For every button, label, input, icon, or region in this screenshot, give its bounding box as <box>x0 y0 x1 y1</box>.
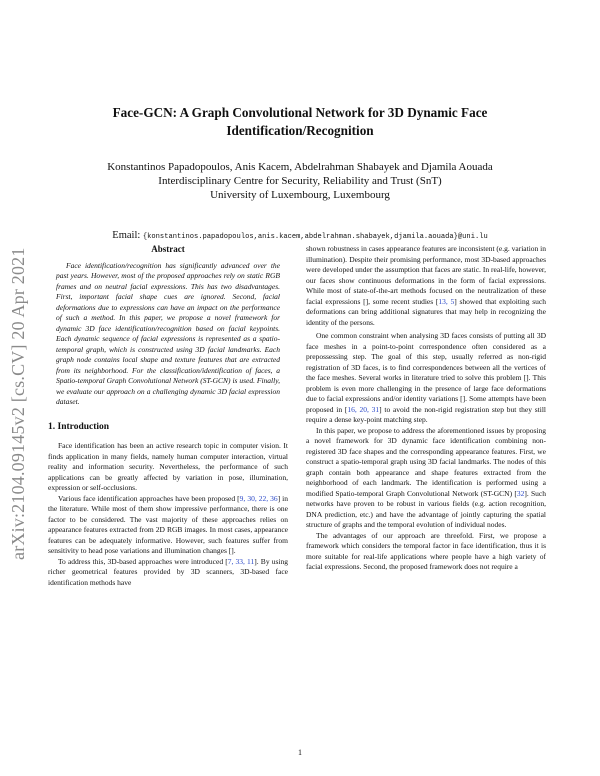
right-column <box>306 244 546 573</box>
email-addresses[interactable]: {konstantinos.papadopoulos,anis.kacem,abdelrahman.shabayek,djamila.aouada}@uni.lu <box>142 233 488 241</box>
email-line <box>60 230 540 241</box>
email-label: Email: <box>112 230 141 241</box>
author-block <box>60 160 540 202</box>
title-line-2: Identification/Recognition <box>226 123 374 138</box>
author-names: Konstantinos Papadopoulos, Anis Kacem, Abdelrahman Shabayek and Djamila Aouada <box>107 161 493 173</box>
right-paragraph-2 <box>306 331 546 426</box>
citation-link[interactable]: 7, 33, 11 <box>227 556 255 566</box>
title-line-1: Face-GCN: A Graph Convolutional Network for 3D Dynamic Face <box>112 105 488 120</box>
intro-paragraph-3 <box>48 557 288 589</box>
citation-link[interactable]: 13, 5 <box>438 296 455 306</box>
right-p2-text-b: ] to avoid the non-rigid registration step but they still require a dense key-point matching step. <box>306 404 547 424</box>
intro-paragraph-2 <box>48 494 288 557</box>
left-column <box>48 242 288 588</box>
abstract-text: Face identification/recognition has significantly advanced over the past years. However, most of the proposed approaches rely on static RGB frames and on neutral facial expressions. This has two disadvantages. First, important facial shape cues are ignored. Second, facial deformations due to expressions can have an impact on the performance of such a method. In this paper, we propose a novel framework for dynamic 3D face identification/recognition based on facial keypoints. Each dynamic sequence of facial expressions is represented as a spatio-temporal graph, which is constructed using 3D facial landmarks. Each graph node contains local shape and texture features that are extracted from its neighborhood. For the classification/identification of faces, a Spatio-temporal Graph Convolutional Network (ST-GCN) is used. Finally, we evaluate our approach on a challenging dynamic 3D facial expression dataset. <box>56 260 280 406</box>
right-p3-text-b: ]. Such networks have proven to be robust in various fields (e.g. action recognition, DNA prediction, etc.) and have the advantage of jointly capturing the spatial structure of graphs and the temporal evolution of individual nodes. <box>306 488 546 529</box>
right-p1-text-b: ] showed that exploiting such deformations can bring additional signatures that may help in recognizing the identity of the persons. <box>306 296 546 327</box>
citation-link[interactable]: 16, 20, 31 <box>347 404 380 414</box>
arxiv-identifier[interactable]: arXiv:2104.09145v2 [cs.CV] 20 Apr 2021 <box>8 247 28 560</box>
affiliation-institute: Interdisciplinary Centre for Security, Reliability and Trust (SnT) <box>158 175 442 187</box>
intro-p2-text-b: ] in the literature. While most of them show impressive performance, there is one factor to be considered. The vast majority of these approaches relies on appearance features extracted from 2D RGB images. In most cases, appearance features can be adequately informative. However, such features suffer from sensitivity to head pose variations and illumination changes []. <box>48 493 288 555</box>
affiliation-university: University of Luxembourg, Luxembourg <box>210 189 390 201</box>
intro-p3-text-a: To address this, 3D-based approaches were introduced [ <box>58 556 228 566</box>
right-paragraph-3 <box>306 426 546 531</box>
right-p1-text-a: shown robustness in cases appearance features are inconsistent (e.g. variation in illumination). Despite their promising performance, most 3D-based approaches were developed under the assumption that faces are static. In real-life, however, our faces show continuous deformations in the form of facial expressions. While most of state-of-the-art methods focused on the neutralization of these facial expressions [], some recent studies [ <box>306 244 546 306</box>
intro-p3-text-b: ]. By using richer geometrical features provided by 3D scanners, 3D-based face identification methods have <box>48 556 288 587</box>
abstract-heading: Abstract <box>151 244 185 254</box>
right-p2-text-a: One common constraint when analysing 3D faces consists of putting all 3D face meshes in a point-to-point correspondence often considered as a prepossessing step. The goal of this step, usually referred as non-rigid registration of 3D faces, is to find correspondences between all the vertices of the face meshes. Several works in literature tried to solve this problem []. This problem is even more challenging in the presence of large face deformations due to facial expressions and/or identity variations []. Some attempts have been proposed in [ <box>306 331 546 414</box>
paper-title <box>80 104 520 140</box>
citation-link[interactable]: 32 <box>516 488 525 498</box>
right-paragraph-1 <box>306 244 546 328</box>
citation-link[interactable]: 9, 30, 22, 36 <box>239 493 278 503</box>
abstract-section <box>48 244 288 408</box>
section-heading-introduction: 1. Introduction <box>48 421 110 432</box>
page-number: 1 <box>298 748 302 757</box>
right-paragraph-4: The advantages of our approach are threefold. First, we propose a framework which considers the temporal factor in face identification, thus it is more suitable for real-life applications where people have a high variety of facial expressions. Second, the proposed framework does not require a <box>306 530 546 571</box>
intro-paragraph-1: Face identification has been an active research topic in computer vision. It finds application in many fields, namely human computer interaction, virtual reality and information security. Nevertheless, the performance of such applications can be greatly affected by variation in pose, illumination, expression or self-occlusions. <box>48 441 288 492</box>
right-p3-text-a: In this paper, we propose to address the aforementioned issues by proposing a novel framework for 3D dynamic face identification combining non-registered 3D face shapes and the corresponding appearance features. First, we construct a spatio-temporal graph using 3D facial landmarks. The nodes of this graph contain both appearance and shape features extracted from the neighborhood of each landmark. The identification is performed using a modified Spatio-temporal Graph Convolutional Network (ST-GCN) [ <box>306 425 546 498</box>
intro-p2-text-a: Various face identification approaches have been proposed [ <box>58 493 240 503</box>
